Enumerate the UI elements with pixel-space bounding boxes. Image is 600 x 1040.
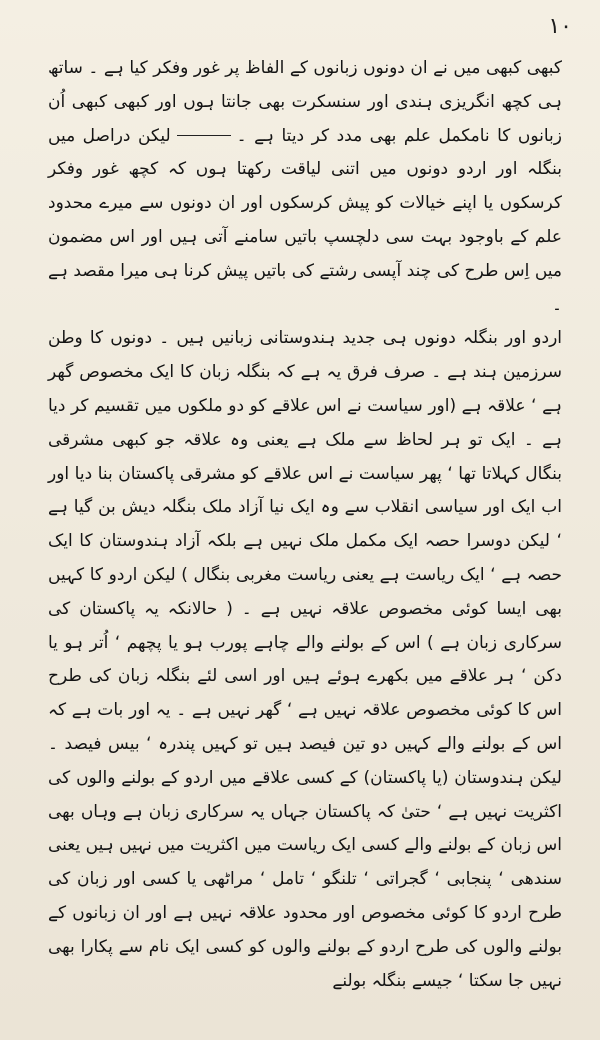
document-body [48, 52, 562, 998]
paragraph-intro-part-2: لیکن دراصل میں بنگلہ اور اردو دونوں میں اتنی لیاقت رکھتا ہوں کہ کچھ غور وفکر کرسکوں یا اپنے خیالات کو پیش کرسکوں اور ان دونوں سے میرے محدود علم کے باوجود بہت سی دلچسپ باتیں سامنے آتی ہیں اور اس مضمون میں اِس طرح کی چند آپسی رشتے کی باتیں پیش کرنا ہی میرا مقصد ہے ۔ [48, 125, 562, 315]
paragraph-intro-part-1: کبھی کبھی میں نے ان دونوں زبانوں کے الفاظ پر غور وفکر کیا ہے ۔ ساتھ ہی کچھ انگریزی ہندی اور سنسکرت بھی جانتا ہوں اور کبھی کبھی اُن زبانوں کا نامکمل علم بھی مدد کر دیتا ہے ۔ [48, 58, 562, 146]
blank-dash-line [177, 135, 231, 136]
paragraph-intro [48, 52, 562, 322]
page-number: ١٠ [548, 14, 572, 39]
paragraph-urdu-bangla: اردو اور بنگلہ دونوں ہی جدید ہندوستانی زبانیں ہیں ۔ دونوں کا وطن سرزمین ہند ہے ۔ صرف فرق یہ ہے کہ بنگلہ زبان کا ایک مخصوص گھر ہے ‘ علاقہ ہے (اور سیاست نے اس علاقے کو دو ملکوں میں تقسیم کر دیا ہے ۔ ایک تو ہر لحاظ سے ملک ہے یعنی وہ علاقہ جو کبھی مشرقی بنگال کہلاتا تھا ‘ پھر سیاست نے اس علاقے کو مشرقی پاکستان بنا دیا اور اب ایک اور سیاسی انقلاب سے وہ ایک نیا آزاد ملک بنگلہ دیش بن گیا ہے ‘ لیکن دوسرا حصہ ایک مکمل ملک نہیں ہے بلکہ آزاد ہندوستان کا ایک حصہ ہے ‘ ایک ریاست ہے یعنی ریاست مغربی بنگال ) لیکن اردو کا کہیں بھی ایسا کوئی مخصوص علاقہ نہیں ہے ۔ ( حالانکہ یہ پاکستان کی سرکاری زبان ہے ) اس کے بولنے والے چاہے پورب ہو یا پچھم ‘ اُتر ہو یا دکن ‘ ہر علاقے میں بکھرے ہوئے ہیں اور اسی لئے بنگلہ زبان کی طرح اس کا کوئی مخصوص علاقہ نہیں ہے ‘ گھر نہیں ہے ۔ یہ اور بات ہے کہ اس کے بولنے والے کہیں دو تین فیصد ہیں تو کہیں پندرہ ‘ بیس فیصد ۔ لیکن ہندوستان (یا پاکستان) کے کسی علاقے میں اردو کے بولنے والوں کی اکثریت نہیں ہے ‘ حتیٰ کہ پاکستان جہاں یہ سرکاری زبان ہے وہاں بھی اس زبان کے بولنے والے کسی ایک ریاست میں اکثریت میں نہیں ہیں یعنی سندھی ‘ پنجابی ‘ گجراتی ‘ تلنگو ‘ تامل ‘ مراٹھی یا کسی اور زبان کی طرح اردو کا کوئی مخصوص اور محدود علاقہ نہیں ہے اور ان زبانوں کے بولنے والوں کی طرح اردو کے بولنے والوں کو کسی ایک نام سے پکارا بھی نہیں جا سکتا ‘ جیسے بنگلہ بولنے [48, 328, 562, 991]
